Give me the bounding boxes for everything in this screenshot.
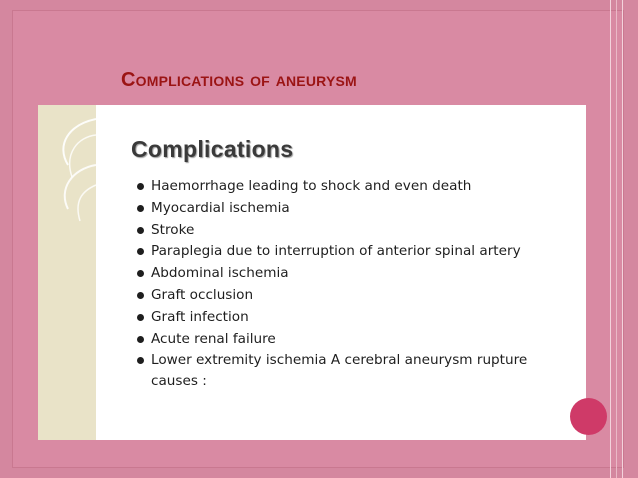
list-item-text: Graft infection bbox=[151, 308, 249, 325]
bullet-icon bbox=[137, 292, 144, 299]
list-item bbox=[137, 198, 577, 219]
complications-list bbox=[137, 176, 577, 393]
list-item-text: Lower extremity ischemia A cerebral aneurysm rupture causes : bbox=[151, 352, 528, 389]
slide-circle-decoration bbox=[570, 398, 607, 435]
list-item-text: Graft occlusion bbox=[151, 286, 254, 303]
list-item bbox=[137, 263, 577, 284]
bullet-icon bbox=[137, 270, 144, 277]
slide-title: Complications of aneurysm bbox=[121, 69, 357, 91]
list-item-text: Acute renal failure bbox=[151, 330, 276, 347]
bullet-icon bbox=[137, 227, 144, 234]
list-item-text: Myocardial ischemia bbox=[151, 199, 290, 216]
bullet-icon bbox=[137, 183, 144, 190]
list-item bbox=[137, 220, 577, 241]
decorative-stripe bbox=[38, 105, 96, 440]
bullet-icon bbox=[137, 314, 144, 321]
bullet-icon bbox=[137, 248, 144, 255]
list-item bbox=[137, 350, 577, 391]
swirl-decoration-icon bbox=[38, 105, 96, 440]
bullet-icon bbox=[137, 357, 144, 364]
list-item bbox=[137, 307, 577, 328]
list-item-text: Haemorrhage leading to shock and even death bbox=[151, 178, 472, 194]
decorative-line bbox=[616, 0, 617, 478]
content-image bbox=[38, 105, 586, 440]
list-item bbox=[137, 285, 577, 306]
bullet-icon bbox=[137, 336, 144, 343]
decorative-line bbox=[622, 0, 623, 478]
list-item-text: Paraplegia due to interruption of anterior spinal artery bbox=[151, 243, 521, 260]
list-item bbox=[137, 176, 577, 197]
bullet-icon bbox=[137, 205, 144, 212]
list-item-text: Abdominal ischemia bbox=[151, 265, 289, 282]
list-item-text: Stroke bbox=[151, 221, 195, 238]
list-item bbox=[137, 329, 577, 350]
content-heading: Complications bbox=[131, 136, 294, 162]
decorative-line bbox=[610, 0, 611, 478]
list-item bbox=[137, 241, 577, 262]
